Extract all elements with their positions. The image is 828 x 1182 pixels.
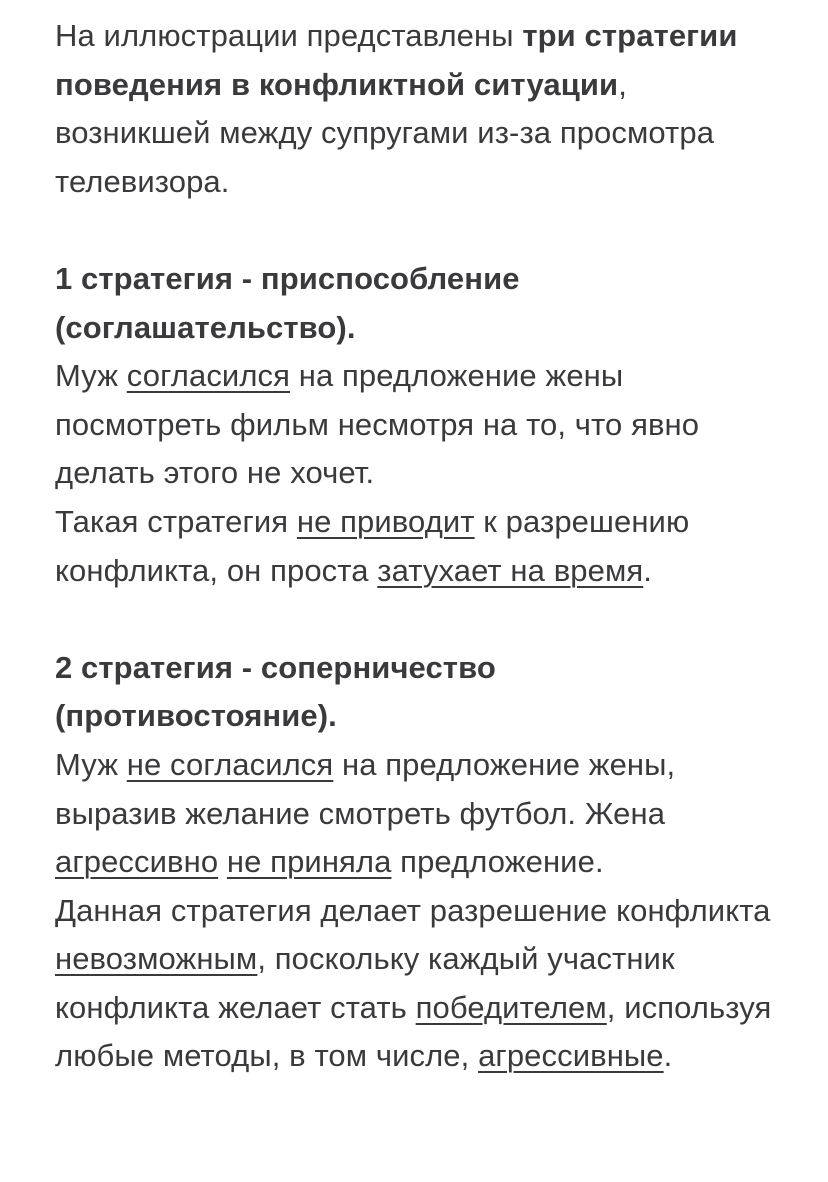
strategy-2-heading bbox=[55, 644, 785, 741]
s2-underlined-5: победителем bbox=[415, 989, 607, 1025]
s1-text-3: Такая стратегия bbox=[55, 503, 297, 539]
intro-paragraph bbox=[55, 12, 785, 206]
s2-underlined-3: не приняла bbox=[226, 844, 392, 880]
strategy-2-paragraph-2 bbox=[55, 887, 785, 1081]
s2-text-1: Муж bbox=[55, 746, 127, 782]
s2-text-4: предложение. bbox=[391, 844, 604, 880]
s2-underlined-1: не согласился bbox=[126, 746, 334, 782]
strategy-1-heading-text: 1 стратегия - приспособление (соглашательство). bbox=[55, 260, 520, 345]
strategy-1-paragraph-2 bbox=[55, 498, 785, 595]
s1-text-5: . bbox=[643, 552, 652, 588]
s2-underlined-4: невозможным bbox=[55, 941, 258, 977]
s2-text-5: Данная стратегия делает разрешение конфликта bbox=[55, 892, 771, 928]
s1-text-4: к разрешению конфликта, он проста bbox=[55, 503, 690, 588]
s2-underlined-6: агрессивные bbox=[478, 1038, 664, 1074]
blank-line bbox=[55, 206, 785, 255]
strategy-2-paragraph-1 bbox=[55, 741, 785, 887]
s2-underlined-2: агрессивно bbox=[55, 844, 219, 880]
strategy-2-heading-text: 2 стратегия - соперничество (противостояние). bbox=[55, 649, 496, 734]
note-body bbox=[55, 12, 785, 1081]
intro-text-2: , возникшей между супругами из-за просмотра телевизора. bbox=[55, 66, 715, 199]
s1-text-1: Муж bbox=[55, 358, 127, 394]
s2-text-2: на предложение жены, выразив желание смотреть футбол. Жена bbox=[55, 746, 676, 831]
s1-underlined-2: не приводит bbox=[296, 503, 475, 539]
s1-text-2: на предложение жены посмотреть фильм несмотря на то, что явно делать этого не хочет. bbox=[55, 358, 700, 491]
s2-text-8: . bbox=[663, 1038, 673, 1074]
s2-text-7: , используя любые методы, в том числе, bbox=[55, 989, 772, 1074]
intro-text-1: На иллюстрации представлены bbox=[55, 18, 523, 53]
s1-underlined-3: затухает на время bbox=[377, 552, 644, 588]
s2-text-6: , поскольку каждый участник конфликта желает стать bbox=[55, 941, 675, 1025]
blank-line bbox=[55, 595, 785, 644]
strategy-1-heading bbox=[55, 255, 785, 352]
intro-bold-phrase: три стратегии поведения в конфликтной ситуации bbox=[55, 18, 738, 102]
s1-underlined-1: согласился bbox=[126, 358, 291, 394]
s2-text-3 bbox=[218, 844, 227, 879]
strategy-1-paragraph-1 bbox=[55, 352, 785, 498]
